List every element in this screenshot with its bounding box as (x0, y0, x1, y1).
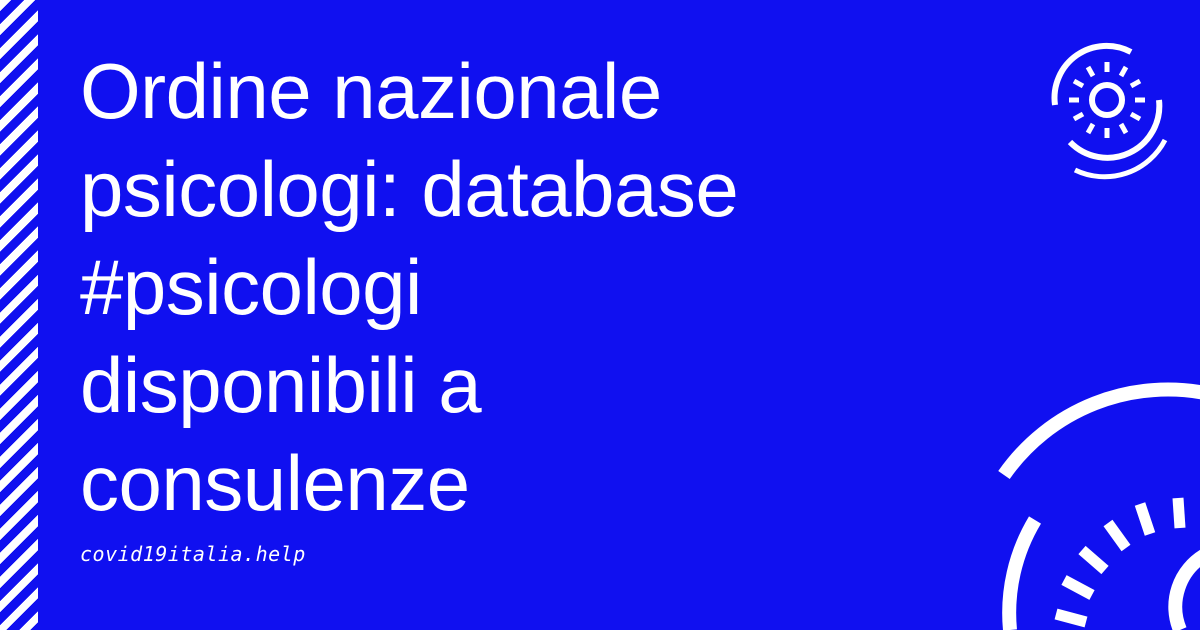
headline-line: Ordine nazionale (80, 47, 662, 135)
headline-line: psicologi: database (80, 145, 739, 233)
headline-line: consulenze (80, 439, 470, 527)
headline (80, 42, 1020, 532)
radial-dial-icon (990, 380, 1200, 630)
striped-border (0, 0, 38, 630)
site-url: covid19italia.help (80, 542, 306, 566)
radial-dial-icon (1035, 30, 1175, 180)
headline-line: #psicologi (80, 243, 422, 331)
headline-line: disponibili a (80, 341, 482, 429)
